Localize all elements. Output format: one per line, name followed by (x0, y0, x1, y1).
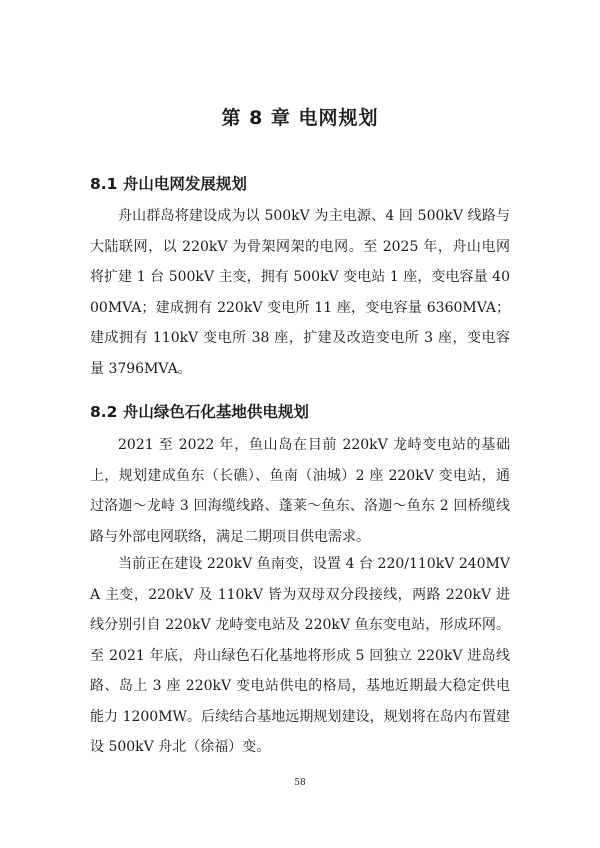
section-8-1-paragraph-1: 舟山群岛将建设成为以 500kV 为主电源、4 回 500kV 线路与大陆联网，以 220kV 为骨架网架的电网。至 2025 年，舟山电网将扩建 1 台 500kV 主变，拥有 500kV 变电站 1 座，变电容量 4000MVA；建成拥有 220kV 变电所 11 座，变电容量 6360MVA；建成拥有 110kV 变电所 38 座，扩建及改造变电所 3 座，变电容量 3796MVA。 (90, 208, 510, 377)
section-8-2-paragraph-1: 2021 至 2022 年，鱼山岛在目前 220kV 龙峙变电站的基础上，规划建成鱼东（长礁）、鱼南（油城）2 座 220kV 变电站，通过洛迦～龙峙 3 回海缆线路、蓬莱～鱼东、洛迦～鱼东 2 回桥缆线路与外部电网联络，满足二期项目供电需求。 (90, 437, 510, 545)
chapter-title: 第 8 章 电网规划 (221, 107, 379, 129)
section-8-2-paragraph-2: 当前正在建设 220kV 鱼南变，设置 4 台 220/110kV 240MVA 主变，220kV 及 110kV 皆为双母双分段接线，两路 220kV 进线分别引自 220kV 龙峙变电站及 220kV 鱼东变电站，形成环网。至 2021 年底，舟山绿色石化基地将形成 5 回独立 220kV 进岛线路、岛上 3 座 220kV 变电站供电的格局，基地近期最大稳定供电能力 1200MW。后续结合基地远期规划建设，规划将在岛内布置建设 500kV 舟北（徐福）变。 (90, 556, 510, 755)
page-number: 58 (294, 778, 306, 788)
section-heading-8-1: 8.1 舟山电网发展规划 (90, 175, 247, 193)
section-heading-8-2: 8.2 舟山绿色石化基地供电规划 (90, 403, 309, 421)
